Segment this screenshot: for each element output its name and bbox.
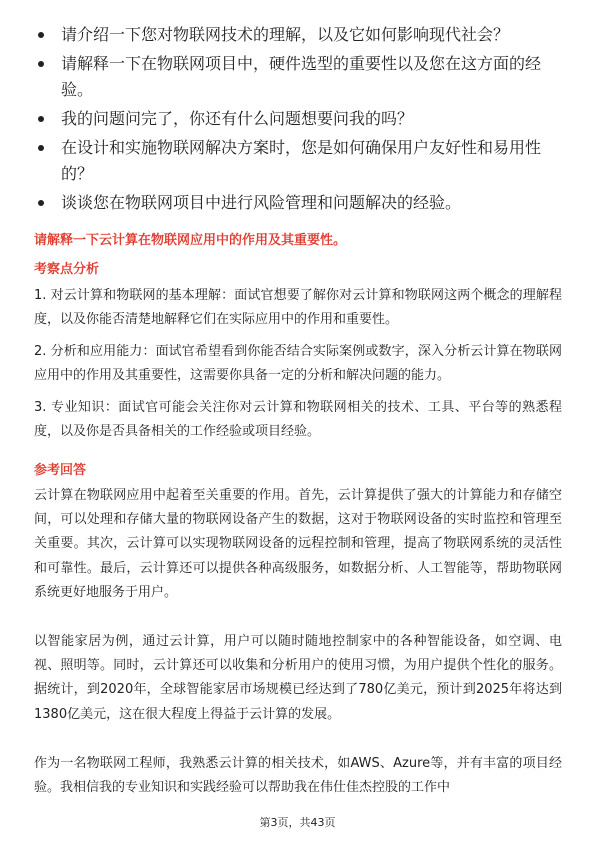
bullet-text: 请介绍一下您对物联网技术的理解，以及它如何影响现代社会？ <box>61 25 510 44</box>
analysis-point: 3. 专业知识：面试官可能会关注你对云计算和物联网相关的技术、工具、平台等的熟悉程度，以及你是否具备相关的工作经验或项目经验。 <box>34 400 562 440</box>
page-number-footer: 第3页，共43页 <box>259 816 336 829</box>
bullet-item <box>34 190 564 216</box>
bullet-dot-icon <box>38 145 44 151</box>
bullet-dot-icon <box>38 200 44 206</box>
analysis-point: 1. 对云计算和物联网的基本理解：面试官想要了解你对云计算和物联网这两个概念的理解程度，以及你能否清楚地解释它们在实际应用中的作用和重要性。 <box>34 288 562 328</box>
answer-paragraph: 作为一名物联网工程师，我熟悉云计算的相关技术，如AWS、Azure等，并有丰富的项目经验。我相信我的专业知识和实践经验可以帮助我在伟仕佳杰控股的工作中 <box>34 756 562 796</box>
analysis-title: 考察点分析 <box>34 262 100 277</box>
question-bullet-list <box>34 22 564 219</box>
bullet-dot-icon <box>38 32 44 38</box>
bullet-dot-icon <box>38 116 44 122</box>
analysis-point: 2. 分析和应用能力：面试官希望看到你能否结合实际案例或数字，深入分析云计算在物联网应用中的作用及其重要性，这需要你具备一定的分析和解决问题的能力。 <box>34 344 562 384</box>
bullet-text: 我的问题问完了，你还有什么问题想要问我的吗？ <box>61 109 414 128</box>
bullet-item <box>34 106 564 132</box>
answer-paragraph: 云计算在物联网应用中起着至关重要的作用。首先，云计算提供了强大的计算能力和存储空间，可以处理和存储大量的物联网设备产生的数据，这对于物联网设备的实时监控和管理至关重要。其次，云计算可以实现物联网设备的远程控制和管理，提高了物联网系统的灵活性和可靠性。最后，云计算还可以提供各种高级服务，如数据分析、人工智能等，帮助物联网系统更好地服务于用户。 <box>34 488 562 600</box>
bullet-text: 请解释一下在物联网项目中，硬件选型的重要性以及您在这方面的经验。 <box>61 54 542 99</box>
answer-title: 参考回答 <box>34 463 87 478</box>
answer-paragraph: 以智能家居为例，通过云计算，用户可以随时随地控制家中的各种智能设备，如空调、电视、照明等。同时，云计算还可以收集和分析用户的使用习惯，为用户提供个性化的服务。据统计，到2020年，全球智能家居市场规模已经达到了780亿美元，预计到2025年将达到1380亿美元，这在很大程度上得益于云计算的发展。 <box>34 634 562 722</box>
bullet-dot-icon <box>38 61 44 67</box>
bullet-text: 谈谈您在物联网项目中进行风险管理和问题解决的经验。 <box>61 193 462 212</box>
bullet-text: 在设计和实施物联网解决方案时，您是如何确保用户友好性和易用性的？ <box>61 138 542 183</box>
bullet-item <box>34 22 564 48</box>
question-heading: 请解释一下云计算在物联网应用中的作用及其重要性。 <box>34 233 347 248</box>
bullet-item <box>34 135 564 187</box>
bullet-item <box>34 51 564 103</box>
